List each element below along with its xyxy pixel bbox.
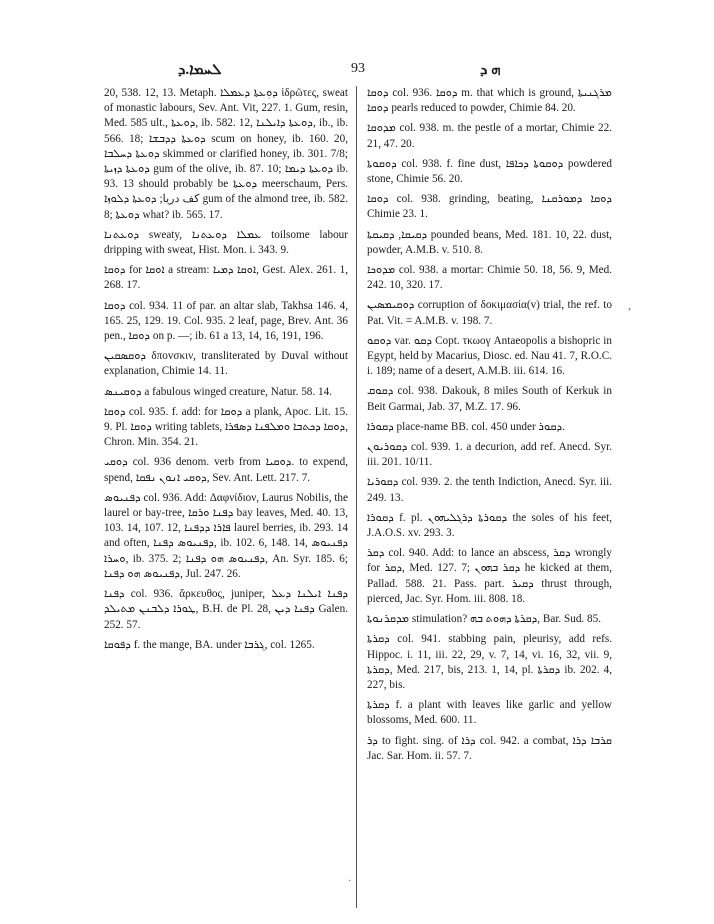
left-column bbox=[104, 86, 348, 658]
entry: ܕܘܩܐ for ܐܘܩܐ a stream: ܐܘܩܐ ܕܡܝܐ, Gest. Alex. 261. 1, 268. 17. bbox=[104, 264, 349, 292]
entry: ܕܩܪ col. 940. Add: to lance an abscess, ܕܩܪ wrongly for ܕܩܪ, Med. 127. 7; ܕܩܪ ܒܗܘܢ he kicked at them, Pallad. 588. 21. Pass. part. ܕܩܝܪ thrust through, pierced, Jac. Syr. Hom. iii. 808. 18. bbox=[367, 547, 613, 605]
entry: ܕܘܩܝܡܣܝܢ corruption of δοκιμασία(v) trial, the ref. to Pat. Vit. = A.M.B. v. 198. 7. bbox=[367, 299, 612, 327]
entry: 20, 538. 12, 13. Metaph. ܕܘܼܥܬܐ ܕܥܡܠܐ ἱδρῶτες, sweat of monastic labours, Sev. Ant. Vit, 227. 1. Gum, resin, Med. 585 ult., ܕܘܥܬܐ, ib. 582. 12, ܕܘܥܬܐ ܕܐܝܠܢܐ, ib., ib. 566. 18; ܕܘܥܬܐ ܕܕܒܫܐ scum on honey, ib. 160. 20, ܕܘܥܬܐ ܕܚܠܒܐ skimmed or clarified honey, ib. 301. 7/8; ܕܘܥܬܐ ܕܙܝܬܐ gum of the olive, ib. 87. 10; ܕܘܥܬܐ ܕܝܡܐ ib. 93. 13 should probably be ܕܘܥܬܐ meerschaum, Pers. كف دريا; ܕܘܥܬܐ ܕܠܘܙܐ gum of the almond tree, ib. 582. 8; ܕܘܥܬܐ what? ib. 565. 17. bbox=[104, 87, 349, 221]
entry: ܕܘܩܘ var. ܕܩܘ Copt. τκωογ Antaeopolis a bishopric in Egypt, held by Macarius, Diosc. ed. Nau 41. 7, R.O.C. i. 189; name of a desert, A.M.B. iii. 614. 16. bbox=[367, 334, 612, 378]
page-number: 93 bbox=[351, 61, 365, 76]
footer-dot: · bbox=[348, 876, 352, 887]
running-head-left: ܠܚܡܐ.ܕ bbox=[178, 62, 222, 78]
entry: ܕܩܪܬܐ f. a plant with leaves like garlic and yellow blossoms, Med. 600. 11. bbox=[367, 699, 612, 727]
entry: ܕܩܘܪܐ place-name BB. col. 450 under ܕܩܘܪ. bbox=[367, 420, 565, 433]
entry: ܕܘܩܐ col. 938. grinding, beating, ܕܘܩܐ ܕܡܘܪܩܢܐ Chimie 23. 1. bbox=[367, 193, 612, 221]
entry: ܡܕܘܩܐ col. 938. m. the pestle of a mortar, Chimie 22. 21, 47. 20. bbox=[367, 122, 612, 150]
entry: ܕܘܩܣܩܝܢ δποvσκιν, transliterated by Duval without explanation, Chimie 14. 11. bbox=[104, 350, 348, 378]
entry: ܕܩܘܪܐ f. pl. ܕܩܘܪܬܐ ܕܪܓܠܝܗܘܢ the soles of his feet, J.A.O.S. xv. 293. 3. bbox=[367, 511, 612, 540]
entry: ܕܩܝܩܐ, ܕܩܝܩܬܐ pounded beans, Med. 181. 10, 22. dust, powder, A.M.B. v. 510. 8. bbox=[367, 228, 612, 256]
entry: ܕܦܘܩܐ f. the mange, BA. under ܓܪܒܐ, col. 1265. bbox=[104, 638, 315, 651]
entry: ܕܘܩܐ col. 935. f. add: for ܕܘܩܐ a plank, Apoc. Lit. 15. 9. Pl. ܕܘܩܐ writing tablets, ܕܘܩܐ ܕܟܬܒܐ ܘܡܠܦܢܐ ܕܣܦܪܐ, Chron. Min. 354. 21. bbox=[104, 405, 348, 449]
entry: ܕܘܩܘܬܐ col. 938. f. fine dust, ܕܘܩܘܬܐ ܕܟܐܦܐ powdered stone, Chimie 56. 20. bbox=[367, 157, 612, 186]
entry: ܕܩܪܬܐ col. 941. stabbing pain, pleurisy, add refs. Hippoc. i. 11, iii. 22, 29, v. 7, 14, vi. 16, 32, vii. 9, ܕܩܪܬܐ, Med. 217, bis, 213. 1, 14, pl. ܕܩܪܬܐ ib. 202. 4, 227, bis. bbox=[367, 633, 613, 691]
margin-mark: , bbox=[628, 298, 631, 312]
entry: ܡܕܩܪܢܘܬܐ stimulation? ܕܩܪܬܐ ܕܗܘܬ ܒܗ, Bar. Sud. 85. bbox=[367, 613, 602, 626]
entry: ܕܘܩܝ col. 936 denom. verb from ܕܘܩܝܐ. to expend, spend, ܕܘܩܝ ܐܢܘܢ ܢܦܩܐ, Sev. Ant. Lett. 217. 7. bbox=[104, 456, 348, 484]
entry: ܕܘܥܬܢܐ sweaty, ܥܡܠܐ ܕܘܥܬܢܐ toilsome labour dripping with sweat, Hist. Mon. i. 343. 9. bbox=[104, 228, 348, 257]
running-head-right: ܗ ܕ bbox=[480, 62, 501, 78]
entry: ܕܩܘܪܝܐ col. 939. 2. the tenth Indiction, Anecd. Syr. iii. 249. 13. bbox=[367, 476, 612, 504]
entry: ܕܪ to fight. sing. of ܕܪܐ col. 942. a combat, ܩܪܒܐ ܕܪܐ Jac. Sar. Hom. ii. 57. 7. bbox=[367, 734, 612, 762]
entry: ܕܘܩܐ col. 934. 11 of par. an altar slab, Takhsa 146. 4, 165. 25, 129. 19. Col. 935. 2 leaf, page, Brev. Ant. 36 pen., ܕܘܩܐ on p. —; ib. 61 a 13, 14, 16, 191, 196. bbox=[104, 299, 348, 343]
column-divider bbox=[356, 86, 357, 908]
entry: ܕܘܩܐ col. 936. ܕܘܩܐ m. that which is ground, ܡܪܓܢܝܬܐ ܕܘܩܐ pearls reduced to powder, Chimie 84. 20. bbox=[367, 87, 613, 115]
entry: ܕܦܢܐ col. 936. ἄρκευθος, juniper, ܕܦܢܐ ܐܝܠܢܐ ܕܥܠ ܛܘܪܐ ܕܠܒܢܢ ܡܬܝܠܕ, B.H. de Pl. 28, ܕܦܢܐ ܕܝܢ Galen. 252. 57. bbox=[104, 588, 348, 631]
right-column bbox=[367, 86, 612, 769]
entry: ܕܩܘܪܝܘܢ col. 939. 1. a decurion, add ref. Anecd. Syr. iii. 201. 10/11. bbox=[367, 441, 612, 469]
entry: ܡܕܘܟܐ col. 938. a mortar: Chimie 50. 18, 56. 9, Med. 242. 10, 320. 17. bbox=[367, 264, 612, 292]
entry: ܕܘܩܝܢܣ a fabulous winged creature, Natur. 58. 14. bbox=[104, 385, 332, 398]
entry: ܕܩܘܩ col. 938. Dakouk, 8 miles South of Kerkuk in Beit Garmai, Jab. 37, M.Z. 17. 96. bbox=[367, 385, 612, 413]
entry: ܕܦܢܝܘܣ col. 936. Add: Δαφνίδιον, Laurus Nobilis, the laurel or bay-tree, ܕܦܢܐ ܘܪܩܐ bay leaves, Med. 40. 13, 103. 14, 107. 12, ܦܐܪܐ ܕܕܦܢܐ laurel berries, ib. 293. 14 and often, ܕܦܢܝܘܣ ܕܦܢܐ, ib. 102. 6, 148. 14, ܕܦܢܝܘܣ ܘܚܪܐ, ib. 375. 2; ܕܦܢܝܘܣ ܗܘ ܕܦܢܐ, An. Syr. 185. 6; ܕܦܢܝܘܣ ܗܘ ܕܦܢܐ, Jul. 247. 26. bbox=[104, 491, 349, 580]
